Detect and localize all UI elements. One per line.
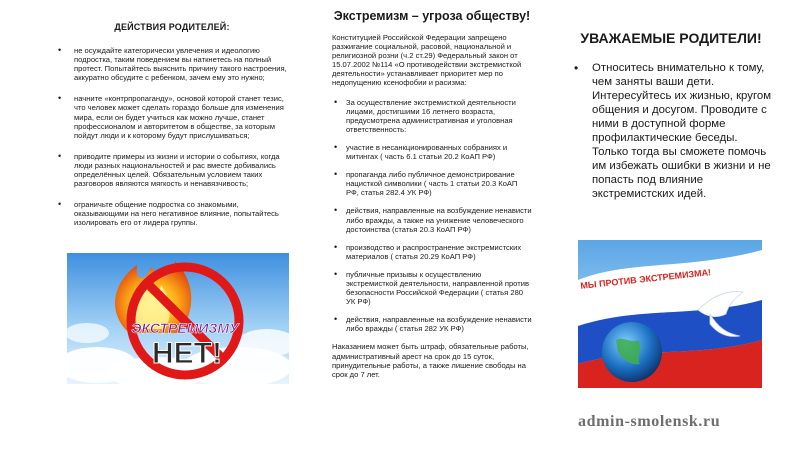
parents-actions-list <box>52 46 292 228</box>
against-extremism-illustration <box>578 240 762 388</box>
dear-parents-title: УВАЖАЕМЫЕ РОДИТЕЛИ! <box>580 30 762 46</box>
banner-text: МЫ ПРОТИВ ЭКСТРЕМИЗМА! <box>579 267 712 291</box>
list-item: • действия, направленные на возбуждение ненависти либо вражды, а также на унижение человеческого достоинства (статья 20.3 КоАП РФ) <box>332 206 532 233</box>
extremism-threat-column <box>332 10 532 379</box>
liability-list <box>332 98 532 334</box>
legal-intro: Конституцией Российской Федерации запрещено разжигание социальной, расовой, национальной и религиозной розни (ч.2 ст.29) Федеральный закон от 15.07.2002 №114 «О противодействии экстремисткой деятельности» устанавливает приоритет мер по недопущению ксенофобии и расизма: <box>332 33 522 88</box>
banner-line-1: ЭКСТРЕМИЗМУ <box>131 320 239 336</box>
list-item: • начните «контрпропаганду», основой которой станет тезис, что человек может сделать гораздо больше для изменения мира, если он будет учиться как можно лучше, станет профессионалом и авторитетом в обществе, за которым пойдут люди и к которому будут прислушиваться; <box>52 94 292 139</box>
no-extremism-illustration <box>67 253 289 384</box>
banner-line-2: НЕТ! <box>152 337 222 370</box>
punishment-text: Наказанием может быть штраф, обязательные работы, административный арест на срок до 15 суток, принудительные работы, а также лишение свободы на срок до 7 лет. <box>332 342 529 379</box>
list-item: • не осуждайте категорически увлечения и идеологию подростка, таким поведением вы наткнетесь на полный протест. Попытайтесь выяснить причину такого настроения, аккуратно обсудите с ребенком, зачем ему это нужно; <box>52 46 292 82</box>
extremism-threat-title: Экстремизм – угроза обществу! <box>333 9 531 23</box>
dear-parents-column <box>566 30 776 201</box>
list-item: • участие в несанкционированных собраниях и митингах ( часть 6.1 статьи 20.2 КоАП РФ) <box>332 143 532 161</box>
against-extremism-image <box>578 240 762 388</box>
parents-actions-column <box>52 14 292 240</box>
list-item: • приводите примеры из жизни и истории о событиях, когда люди разных национальностей и рас вместе добивались определённых целей. Обязательным условием таких разговоров являются мягкость и ненавязчивость; <box>52 152 292 188</box>
list-item: • действия, направленные на возбуждение ненависти либо вражды ( статья 282 УК РФ) <box>332 315 532 333</box>
parents-actions-title: ДЕЙСТВИЯ РОДИТЕЛЕЙ: <box>114 22 230 32</box>
list-item: • публичные призывы к осуществлению экстремисткой деятельности, направленной против безопасности Российской Федерации ( статья 280 УК РФ) <box>332 270 532 306</box>
list-item: • ограничьте общение подростка со знакомыми, оказывающими на него негативное влияние, попытайтесь изолировать его от лидера группы. <box>52 200 292 227</box>
list-item: • пропаганда либо публичное демонстрирование нацисткой символики ( часть 1 статьи 20.3 КоАП РФ, статья 282.4 УК РФ) <box>332 170 532 197</box>
no-extremism-image <box>67 253 289 384</box>
watermark: admin-smolensk.ru <box>578 413 721 430</box>
list-item: • За осуществление экстремисткой деятельности лицами, достигшими 16 летнего возраста, предусмотрена административная и уголовная ответственность: <box>332 98 532 134</box>
dear-parents-paragraph: • Относитесь внимательно к тому, чем заняты ваши дети. Интересуйтесь их жизнью, кругом общения и досугом. Проводите с ними в доступной форме профилактические беседы. Только тогда вы сможете помочь им избежать ошибки в жизни и не попасть под влияние экстремистских идей. <box>566 61 776 201</box>
list-item: • производство и распространение экстремистских материалов ( статья 20.29 КоАП РФ) <box>332 243 532 261</box>
